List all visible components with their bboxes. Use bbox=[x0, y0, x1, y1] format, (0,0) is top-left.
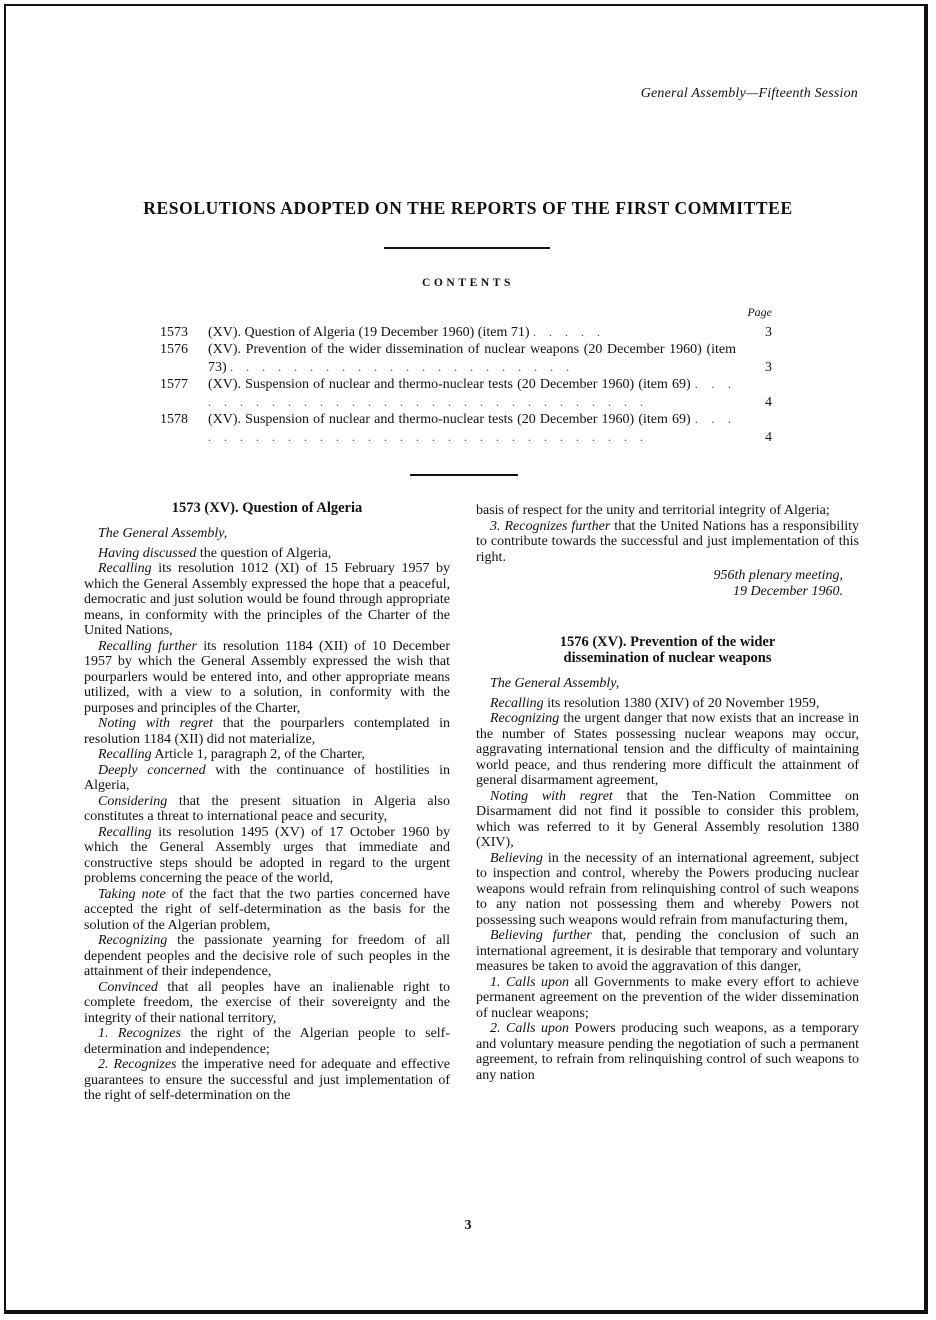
contents-heading: CONTENTS bbox=[421, 277, 515, 289]
assembly-preamble: The General Assembly, bbox=[490, 676, 620, 691]
paragraph: Convinced that all peoples have an inalienable right to complete freedom, the exercise of their sovereignty and the integrity of their national territory, bbox=[84, 979, 450, 1026]
leader-dots: . . . . . . . . . . . . . . . . . . . . . . . . . . . . . . . bbox=[208, 377, 736, 409]
operative-paragraph: 1. Recognizes the right of the Algerian people to self-determination and independence; bbox=[84, 1026, 450, 1057]
contents-rule bbox=[410, 474, 518, 476]
paragraph: Recalling Article 1, paragraph 2, of the Charter, bbox=[98, 747, 365, 762]
toc-entry[interactable] bbox=[160, 411, 772, 446]
running-head: General Assembly—Fifteenth Session bbox=[640, 86, 858, 101]
right-column bbox=[476, 503, 859, 1083]
toc-entry-page: 4 bbox=[765, 394, 772, 410]
paragraph: Taking note of the fact that the two parties concerned have accepted the right of self-determination as the basis for the solution of the Algerian problem, bbox=[84, 886, 450, 933]
paragraph-continuation: basis of respect for the unity and territorial integrity of Algeria; bbox=[476, 503, 830, 518]
paragraph: Believing further that, pending the conclusion of such an international agreement, it is desirable that temporary and voluntary measures be taken to avoid the aggravation of this danger, bbox=[476, 928, 859, 974]
operative-paragraph: 2. Recognizes the imperative need for adequate and effective guarantees to ensure the successful and just implementation of the right of self-determination on the bbox=[84, 1057, 450, 1103]
title-rule bbox=[384, 247, 550, 249]
toc-entry-page: 3 bbox=[765, 324, 772, 340]
toc-entry-page: 3 bbox=[765, 359, 772, 375]
toc-entry-number: 1576 bbox=[160, 342, 188, 357]
operative-paragraph: 3. Recognizes further that the United Nations has a responsibility to contribute towards the successful and just implementation of this right. bbox=[476, 518, 859, 565]
toc-entry-text: (XV). Prevention of the wider dissemination of nuclear weapons (20 December 1960) (item 73) bbox=[208, 342, 736, 375]
toc-entry-text: (XV). Suspension of nuclear and thermo-nuclear tests (20 December 1960) (item 69) bbox=[208, 412, 691, 427]
left-column bbox=[84, 500, 450, 1104]
resolution-1573-title: 1573 (XV). Question of Algeria bbox=[171, 500, 363, 516]
assembly-preamble: The General Assembly, bbox=[98, 526, 228, 541]
paragraph: Recalling its resolution 1012 (XI) of 15 February 1957 by which the General Assembly expressed the hope that a peaceful, democratic and just solution would be found through appropriate means, in conformity with the principles of the Charter of the United Nations, bbox=[84, 561, 450, 638]
leader-dots: . . . . . . . . . . . . . . . . . . . . . . . . . . . . . . . bbox=[208, 412, 736, 444]
table-of-contents bbox=[160, 304, 772, 446]
paragraph: Recalling its resolution 1495 (XV) of 17 October 1960 by which the General Assembly urges that immediate and constructive steps should be adopted in regard to the urgent problems concerning the peace of the world, bbox=[84, 824, 450, 886]
toc-page-label: Page bbox=[747, 305, 772, 319]
leader-dots: . . . . . . . . . . . . . . . . . . . . . . bbox=[230, 359, 575, 374]
paragraph: Recalling further its resolution 1184 (XII) of 10 December 1957 by which the General Assembly expressed the wish that pourparlers would be entered into, and other appropriate means utilized, with a view to a solution, in conformity with the purposes and principles of the Charter, bbox=[84, 638, 450, 716]
meeting-signature bbox=[476, 568, 859, 599]
paragraph: Believing in the necessity of an international agreement, subject to inspection and control, whereby the Powers producing nuclear weapons would refrain from relinquishing control of such weapons to any nation not possessing them and whereby Powers not possessing such weapons would refrain from manufacturing them, bbox=[476, 850, 859, 928]
paragraph: Deeply concerned with the continuance of hostilities in Algeria, bbox=[84, 762, 450, 793]
toc-entry-number: 1577 bbox=[160, 377, 188, 392]
paragraph: Recognizing the urgent danger that now exists that an increase in the number of States possessing nuclear weapons may occur, aggravating international tension and the difficulty of maintaining world peace, and thus rendering more difficult the attainment of general disarmament agreement, bbox=[476, 711, 859, 788]
paragraph: Considering that the present situation in Algeria also constitutes a threat to international peace and security, bbox=[84, 793, 450, 824]
toc-entry-text: (XV). Question of Algeria (19 December 1960) (item 71) bbox=[208, 324, 530, 340]
paragraph: Recognizing the passionate yearning for freedom of all dependent peoples and the decisive role of such peoples in the attainment of their independence, bbox=[84, 933, 450, 979]
toc-entry-number: 1578 bbox=[160, 412, 188, 427]
meeting-date: 19 December 1960. bbox=[732, 583, 843, 599]
paragraph: Noting with regret that the Ten-Nation Committee on Disarmament did not find it possible to consider this problem, which was referred to it by General Assembly resolution 1380 (XIV), bbox=[476, 788, 859, 850]
toc-entry[interactable] bbox=[160, 341, 772, 376]
toc-entry[interactable] bbox=[160, 376, 772, 411]
leader-dots: . . . . . bbox=[533, 324, 606, 339]
page-number: 3 bbox=[464, 1218, 472, 1233]
paragraph: Noting with regret that the pourparlers contemplated in resolution 1184 (XII) did not materialize, bbox=[84, 716, 450, 747]
toc-entry-text: (XV). Suspension of nuclear and thermo-nuclear tests (20 December 1960) (item 69) bbox=[208, 377, 691, 392]
operative-paragraph: 1. Calls upon all Governments to make every effort to achieve permanent agreement on the prevention of the wider dissemination of nuclear weapons; bbox=[476, 974, 859, 1021]
meeting-label: 956th plenary meeting, bbox=[713, 568, 843, 583]
page-title: RESOLUTIONS ADOPTED ON THE REPORTS OF THE FIRST COMMITTEE bbox=[143, 198, 793, 218]
toc-entry-page: 4 bbox=[765, 429, 772, 445]
paragraph: Having discussed the question of Algeria, bbox=[98, 545, 332, 561]
toc-entry[interactable] bbox=[160, 324, 772, 342]
toc-entry-number: 1573 bbox=[160, 324, 188, 340]
operative-paragraph: 2. Calls upon Powers producing such weapons, as a temporary and voluntary measure pending the negotiation of such a permanent agreement, to refrain from relinquishing control of such weapons to any nation bbox=[476, 1021, 859, 1083]
paragraph: Recalling its resolution 1380 (XIV) of 20 November 1959, bbox=[490, 695, 820, 711]
resolution-1576-title: 1576 (XV). Prevention of the wider dissemination of nuclear weapons bbox=[559, 634, 776, 666]
